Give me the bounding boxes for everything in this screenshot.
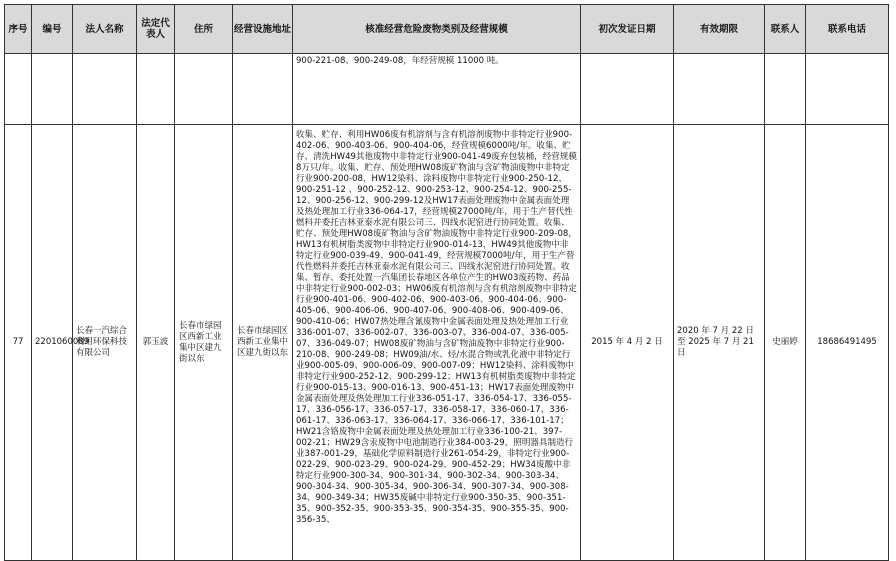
header-residence: 住所 <box>175 5 233 54</box>
validity-cell: 2020 年 7 月 22 日至 2025 年 7 月 21 日 <box>674 125 765 561</box>
facility-address-cell: 长春市绿园区西新工业集中区建九街以东 <box>233 125 293 561</box>
header-contact: 联系人 <box>765 5 806 54</box>
cell-empty <box>5 54 32 125</box>
cell-empty <box>175 54 233 125</box>
scope-cell-continuation: 900-221-08、900-249-08，年经营规模 11000 吨。 <box>293 54 581 125</box>
legal-rep-cell: 郭玉波 <box>137 125 175 561</box>
cell-empty <box>806 54 889 125</box>
header-company: 法人名称 <box>73 5 137 54</box>
seq-cell: 77 <box>5 125 32 561</box>
header-first-issue-date: 初次发证日期 <box>581 5 674 54</box>
header-phone: 联系电话 <box>806 5 889 54</box>
cell-empty <box>765 54 806 125</box>
header-validity: 有效期限 <box>674 5 765 54</box>
cell-empty <box>73 54 137 125</box>
header-code: 编号 <box>32 5 73 54</box>
company-name-cell: 长春一汽综合利用环保科技有限公司 <box>73 125 137 561</box>
cell-empty <box>233 54 293 125</box>
header-legal-rep: 法定代表人 <box>137 5 175 54</box>
cell-empty <box>581 54 674 125</box>
residence-cell: 长春市绿园区西新工业集中区建九街以东 <box>175 125 233 561</box>
table-row <box>5 125 889 561</box>
cell-empty <box>674 54 765 125</box>
first-issue-date-cell: 2015 年 4 月 2 日 <box>581 125 674 561</box>
header-facility-address: 经营设施地址 <box>233 5 293 54</box>
table-row-continuation <box>5 54 889 125</box>
cell-empty <box>137 54 175 125</box>
hazardous-waste-license-table <box>4 4 889 561</box>
contact-cell: 史丽婷 <box>765 125 806 561</box>
table-header-row <box>5 5 889 54</box>
code-cell: 2201060089 <box>32 125 73 561</box>
cell-empty <box>32 54 73 125</box>
header-seq: 序号 <box>5 5 32 54</box>
phone-cell: 18686491495 <box>806 125 889 561</box>
header-scope: 核准经营危险废物类别及经营规模 <box>293 5 581 54</box>
scope-cell: 收集、贮存、利用HW06废有机溶剂与含有机溶剂废物中非特定行业900-402-06、900-403-06、900-404-06，经营规模6000吨/年。收集、贮存、清洗HW49其他废物中非特定行业900-041-49废弃包装桶，经营规模8万只/年。收集、贮存、预处理HW08废矿物油与含矿物油废物中非特定行业900-200-08，HW12染料、涂料废物中非特定行业900-250-12、900-251-12 、900-252-12、900-253-12、900-254-12、900-255-12、900-256-12、900-299-12及HW17表面处理废物中金属表面处理及热处理加工行业336-064-17，经营规模27000吨/年，用于生产替代性燃料并委托吉林亚泰水泥有限公司三、四线水泥窑进行协同处置。收集、贮存、预处理HW08废矿物油与含矿物油废物中非特定行业900-209-08，HW13有机树脂类废物中非特定行业900-014-13，HW49其他废物中非特定行业900-039-49、900-041-49，经营规模7000吨/年，用于生产替代性燃料并委托吉林亚泰水泥有限公司三、四线水泥窑进行协同处置。收集、暂存、委托处置一汽集团长春地区各单位产生的HW03废药物、药品中非特定行业900-002-03；HW06废有机溶剂与含有机溶剂废物中非特定行业900-401-06、900-402-06、900-403-06、900-404-06、900-405-06、900-406-06、900-407-06、900-408-06、900-409-06、900-410-06；HW07热处理含氰废物中金属表面处理及热处理加工行业336-001-07、336-002-07、336-003-07、336-004-07、336-005-07、336-049-07；HW08废矿物油与含矿物油废物中非特定行业900-210-08、900-249-08；HW09油/水、烃/水混合物或乳化液中非特定行业900-005-09、900-006-09、900-007-09；HW12染料、涂料废物中非特定行业900-252-12、900-299-12；HW13有机树脂类废物中非特定行业900-015-13、900-016-13、900-451-13；HW17表面处理废物中金属表面处理及热处理加工行业336-051-17、336-054-17、336-055-17、336-056-17、336-057-17、336-058-17、336-060-17、336-061-17、336-063-17、336-064-17、336-066-17、336-101-17；HW21含铬废物中金属表面处理及热处理加工行业336-100-21、397-002-21；HW29含汞废物中电池制造行业384-003-29，照明器具制造行业387-001-29，基础化学原料制造行业261-054-29，非特定行业900-022-29、900-023-29、900-024-29、900-452-29；HW34废酸中非特定行业900-300-34、900-301-34、900-302-34、900-303-34、900-304-34、900-305-34、900-306-34、900-307-34、900-308-34、900-349-34；HW35废碱中非特定行业900-350-35、900-351-35、900-352-35、900-353-35、900-354-35、900-355-35、900-356-35、 <box>293 125 581 561</box>
